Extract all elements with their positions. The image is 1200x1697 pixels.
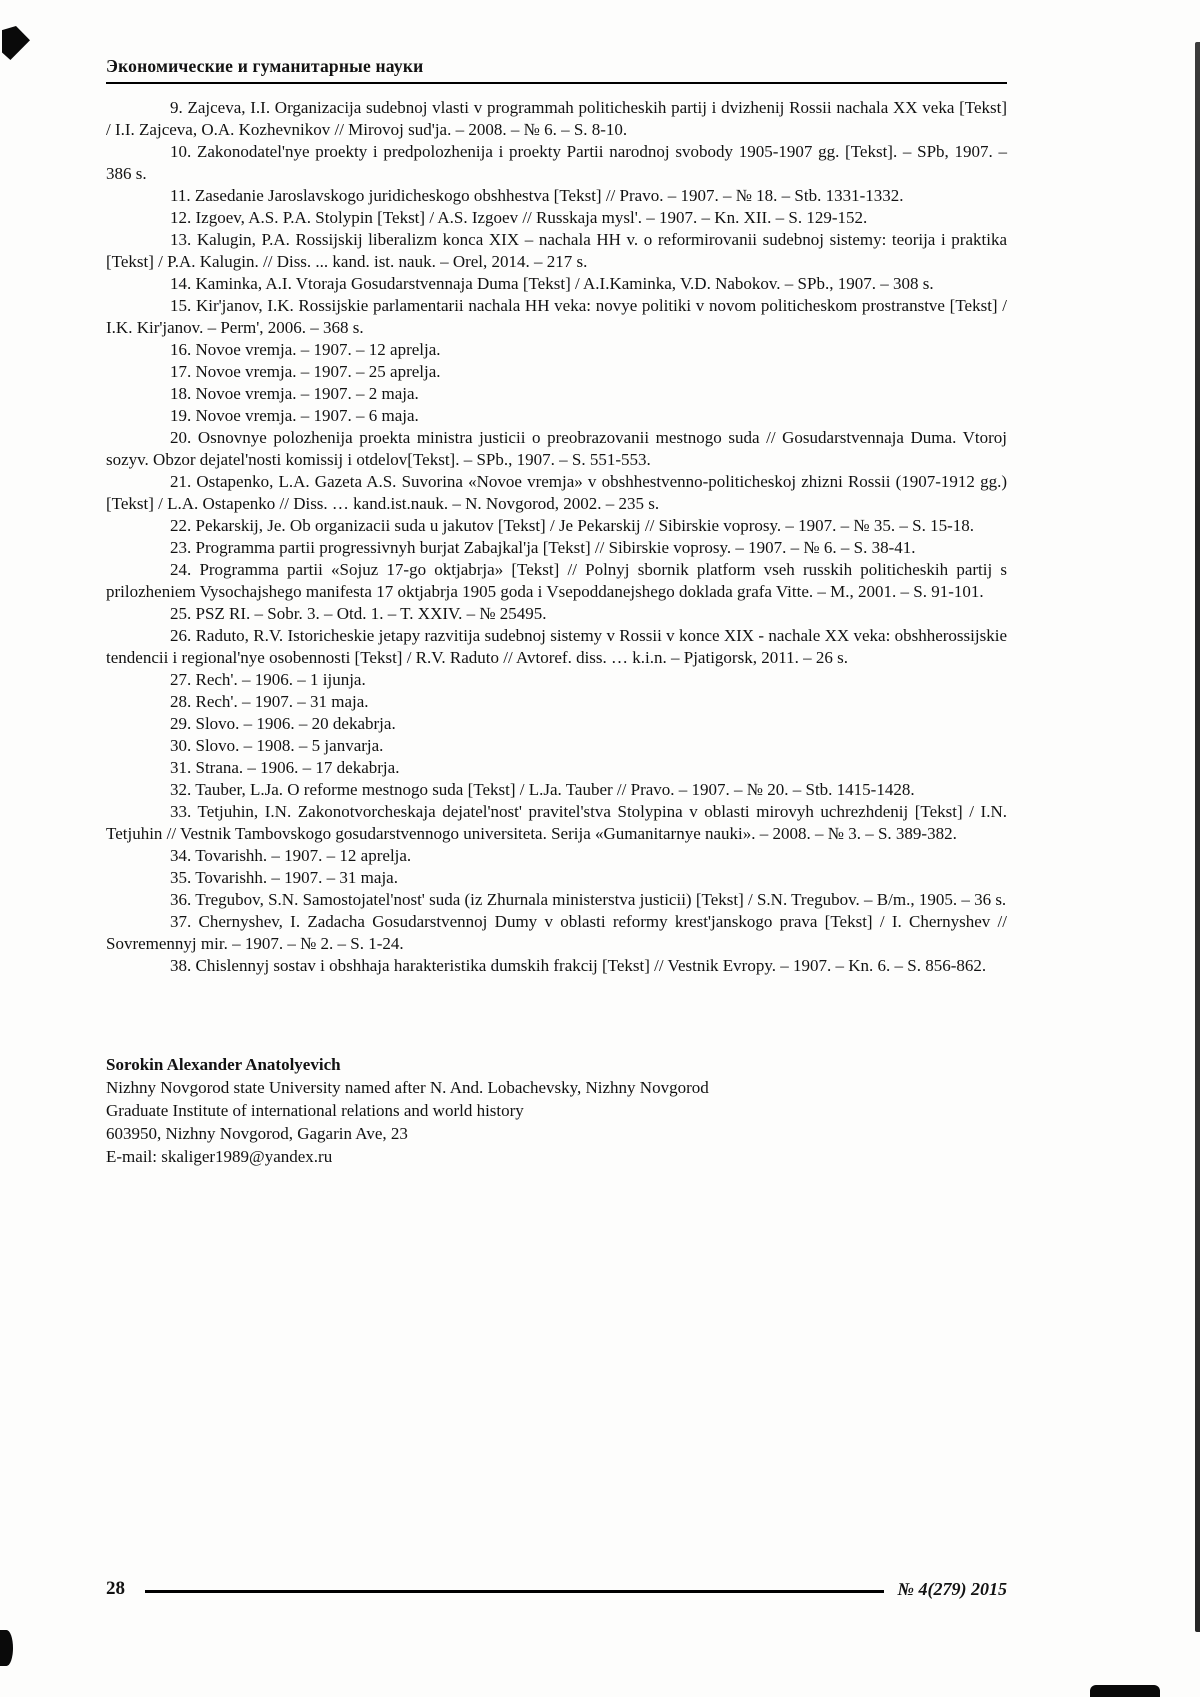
page-content xyxy=(106,97,1007,1168)
reference-entry: 13. Kalugin, P.A. Rossijskij liberalizm konca XIX – nachala HH v. o reformirovanii sudebnoj sistemy: teorija i praktika [Tekst] / P.A. Kalugin. // Diss. ... kand. ist. nauk. – Orel, 2014. – 217 s. xyxy=(106,230,1007,271)
reference-entry: 36. Tregubov, S.N. Samostojatel'nost' suda (iz Zhurnala ministerstva justicii) [Tekst] / S.N. Tregubov. – B/m., 1905. – 36 s. xyxy=(170,890,1007,909)
scan-artifact-bottom-left xyxy=(0,1630,13,1666)
reference-entry: 21. Ostapenko, L.A. Gazeta A.S. Suvorina «Novoe vremja» v obshhestvenno-politicheskoj zhizni Rossii (1907-1912 gg.) [Tekst] / L.A. Ostapenko // Diss. … kand.ist.nauk. – N. Novgorod, 2002. – 235 s. xyxy=(106,472,1007,513)
reference-entry: 22. Pekarskij, Je. Ob organizacii suda u jakutov [Tekst] / Je Pekarskij // Sibirskie voprosy. – 1907. – № 35. – S. 15-18. xyxy=(170,516,975,535)
reference-entry: 20. Osnovnye polozhenija proekta ministra justicii o preobrazovanii mestnogo suda // Gosudarstvennaja Duma. Vtoroj sozyv. Obzor dejatel'nosti komissij i otdelov[Tekst]. – SPb., 1907. – S. 551-553. xyxy=(106,428,1007,469)
running-header-title: Экономические и гуманитарные науки xyxy=(106,56,424,76)
references-list xyxy=(106,97,1007,977)
reference-entry: 9. Zajceva, I.I. Organizacija sudebnoj vlasti v programmah politicheskih partij i dvizhenij Rossii nachala XX veka [Tekst] / I.I. Zajceva, O.A. Kozhevnikov // Mirovoj sud'ja. – 2008. – № 6. – S. 8-10. xyxy=(106,98,1007,139)
author-info-lines xyxy=(106,1076,1007,1168)
reference-entry: 30. Slovo. – 1908. – 5 janvarja. xyxy=(170,736,384,755)
reference-entry: 14. Kaminka, A.I. Vtoraja Gosudarstvennaja Duma [Tekst] / A.I.Kaminka, V.D. Nabokov. – SPb., 1907. – 308 s. xyxy=(170,274,934,293)
reference-entry: 10. Zakonodatel'nye proekty i predpolozhenija i proekty Partii narodnoj svobody 1905-1907 gg. [Tekst]. – SPb, 1907. – 386 s. xyxy=(106,142,1007,183)
reference-entry: 19. Novoe vremja. – 1907. – 6 maja. xyxy=(170,406,419,425)
reference-entry: 28. Rech'. – 1907. – 31 maja. xyxy=(170,692,369,711)
author-info-line: Nizhny Novgorod state University named after N. And. Lobachevsky, Nizhny Novgorod xyxy=(106,1078,709,1097)
reference-entry: 34. Tovarishh. – 1907. – 12 aprelja. xyxy=(170,846,412,865)
scan-artifact-right-edge xyxy=(1195,42,1200,1632)
reference-entry: 15. Kir'janov, I.K. Rossijskie parlamentarii nachala HH veka: novye politiki v novom politicheskom prostranstve [Tekst] / I.K. Kir'janov. – Perm', 2006. – 368 s. xyxy=(106,296,1007,337)
reference-entry: 12. Izgoev, A.S. P.A. Stolypin [Tekst] / A.S. Izgoev // Russkaja mysl'. – 1907. – Kn. XII. – S. 129-152. xyxy=(170,208,868,227)
running-header xyxy=(106,56,1007,84)
reference-entry: 27. Rech'. – 1906. – 1 ijunja. xyxy=(170,670,366,689)
reference-entry: 37. Chernyshev, I. Zadacha Gosudarstvennoj Dumy v oblasti reformy krest'janskogo prava [Tekst] / I. Chernyshev // Sovremennyj mir. – 1907. – № 2. – S. 1-24. xyxy=(106,912,1007,953)
reference-entry: 35. Tovarishh. – 1907. – 31 maja. xyxy=(170,868,398,887)
scan-artifact-bottom-right xyxy=(1090,1685,1160,1697)
reference-entry: 18. Novoe vremja. – 1907. – 2 maja. xyxy=(170,384,419,403)
author-info-line: Graduate Institute of international relations and world history xyxy=(106,1101,524,1120)
issue-label: № 4(279) 2015 xyxy=(897,1578,1007,1599)
reference-entry: 23. Programma partii progressivnyh burjat Zabajkal'ja [Tekst] // Sibirskie voprosy. – 1907. – № 6. – S. 38-41. xyxy=(170,538,916,557)
footer-rule xyxy=(145,1590,884,1593)
reference-entry: 32. Tauber, L.Ja. O reforme mestnogo suda [Tekst] / L.Ja. Tauber // Pravo. – 1907. – № 20. – Stb. 1415-1428. xyxy=(170,780,915,799)
reference-entry: 29. Slovo. – 1906. – 20 dekabrja. xyxy=(170,714,396,733)
reference-entry: 16. Novoe vremja. – 1907. – 12 aprelja. xyxy=(170,340,441,359)
author-info-line: 603950, Nizhny Novgorod, Gagarin Ave, 23 xyxy=(106,1124,408,1143)
reference-entry: 38. Chislennyj sostav i obshhaja harakteristika dumskih frakcij [Tekst] // Vestnik Evropy. – 1907. – Kn. 6. – S. 856-862. xyxy=(170,956,987,975)
reference-entry: 26. Raduto, R.V. Istoricheskie jetapy razvitija sudebnoj sistemy v Rossii v konce XIX - nachale XX veka: obshherossijskie tendencii i regional'nye osobennosti [Tekst] / R.V. Raduto // Avtoref. diss. … k.i.n. – Pjatigorsk, 2011. – 26 s. xyxy=(106,626,1007,667)
reference-entry: 33. Tetjuhin, I.N. Zakonotvorcheskaja dejatel'nost' pravitel'stva Stolypina v oblasti mirovyh uchrezhdenij [Tekst] / I.N. Tetjuhin // Vestnik Tambovskogo gosudarstvennogo universiteta. Serija «Gumanitarnye nauki». – 2008. – № 3. – S. 389-382. xyxy=(106,802,1007,843)
reference-entry: 11. Zasedanie Jaroslavskogo juridicheskogo obshhestva [Tekst] // Pravo. – 1907. – № 18. – Stb. 1331-1332. xyxy=(170,186,904,205)
reference-entry: 31. Strana. – 1906. – 17 dekabrja. xyxy=(170,758,400,777)
page-footer xyxy=(106,1578,1007,1600)
reference-entry: 25. PSZ RI. – Sobr. 3. – Otd. 1. – T. XXIV. – № 25495. xyxy=(170,604,547,623)
scan-artifact-top-left xyxy=(2,26,30,60)
reference-entry: 17. Novoe vremja. – 1907. – 25 aprelja. xyxy=(170,362,441,381)
reference-entry: 24. Programma partii «Sojuz 17-go oktjabrja» [Tekst] // Polnyj sbornik platform vseh russkih politicheskih partij s prilozheniem Vysochajshego manifesta 17 oktjabrja 1905 goda i Vsepoddanejshego doklada grafa Vitte. – M., 2001. – S. 91-101. xyxy=(106,560,1007,601)
author-name: Sorokin Alexander Anatolyevich xyxy=(106,1055,341,1074)
author-block xyxy=(106,1053,1007,1168)
author-info-line: E-mail: skaliger1989@yandex.ru xyxy=(106,1147,333,1166)
page-number: 28 xyxy=(106,1578,125,1599)
